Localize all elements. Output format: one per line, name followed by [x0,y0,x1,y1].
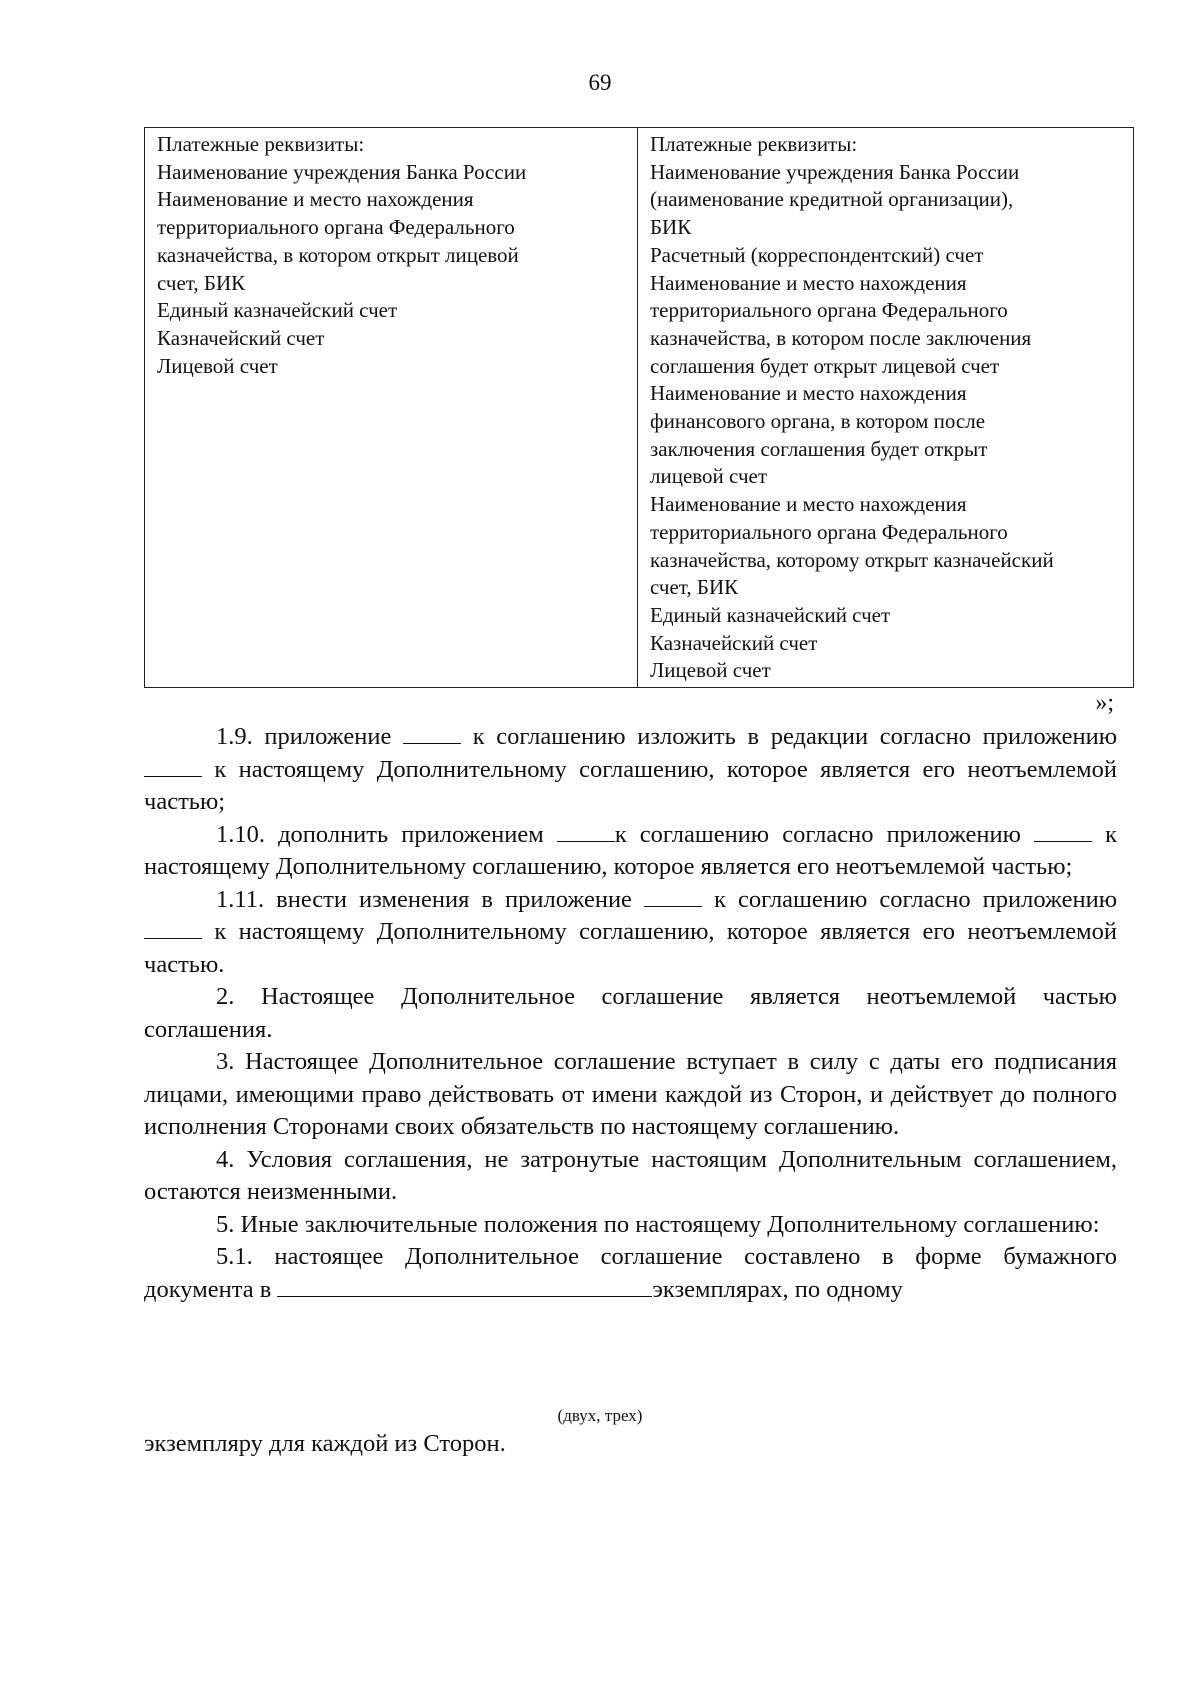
requisite-line: Наименование учреждения Банка России [157,159,527,184]
paragraph-3: 3. Настоящее Дополнительное соглашение вступает в силу с даты его подписания лицами, имеющими право действовать от имени каждой из Сторон, и действует до полного исполнения Сторонами своих обязательств по настоящему соглашению. [144,1048,1117,1140]
fill-in-blank[interactable] [144,918,202,939]
requisite-line: казначейства, в котором после заключения [650,325,1032,350]
copies-count-hint: (двух, трех) [557,1406,643,1425]
fill-in-blank[interactable] [557,821,615,842]
requisite-line: Расчетный (корреспондентский) счет [650,242,984,267]
requisite-line: Наименование и место нахождения [650,381,967,406]
paragraph-text: 5.1. настоящее Дополнительное соглашение составлено в форме бумажного документа в [144,1243,1117,1303]
requisite-line: Наименование учреждения Банка России [650,159,1020,184]
paragraph-1-9 [144,721,1117,819]
table-closing-quote: »; [1095,690,1114,716]
paragraph-1-10 [144,819,1117,884]
paragraph-text: к настоящему Дополнительному соглашению, которое является его неотъемлемой частью; [144,820,1118,880]
requisite-line: БИК [650,215,692,240]
requisite-line: территориального органа Федерального [157,215,515,240]
requisite-line: Казначейский счет [650,630,818,655]
paragraph-5: 5. Иные заключительные положения по настоящему Дополнительному соглашению: [216,1210,1100,1238]
requisite-line: Единый казначейский счет [157,298,398,323]
requisite-line: счет, БИК [650,575,739,600]
fill-in-blank[interactable] [644,886,702,907]
left-requisites-cell [145,128,638,688]
paragraph-text: 1.10. дополнить приложением [216,820,544,848]
requisite-line: казначейства, в котором открыт лицевой [157,242,519,267]
requisite-line: (наименование кредитной организации), [650,187,1014,212]
fill-in-blank[interactable] [1034,821,1092,842]
requisite-line: Платежные реквизиты: [157,132,365,156]
requisite-line: финансового органа, в котором после [650,409,986,434]
payment-requisites-table [144,127,1134,688]
paragraph-1-11 [144,884,1117,982]
paragraph-text: экземплярах, по одному [652,1275,903,1303]
fill-in-blank[interactable] [403,723,461,744]
requisite-line: территориального органа Федерального [650,298,1008,323]
paragraph-5-1 [144,1241,1117,1306]
requisite-line: счет, БИК [157,270,246,295]
requisite-line: соглашения будет открыт лицевой счет [650,353,1000,378]
requisite-line: Наименование и место нахождения [650,270,967,295]
paragraph-4: 4. Условия соглашения, не затронутые настоящим Дополнительным соглашением, остаются неизменными. [144,1145,1117,1205]
requisite-line: казначейства, которому открыт казначейский [650,547,1054,572]
copies-count-blank[interactable] [277,1276,652,1297]
paragraph-text: 1.11. внести изменения в приложение [216,885,632,913]
paragraph-text: к соглашению согласно приложению [614,820,1021,848]
requisite-line: Лицевой счет [157,353,278,378]
requisite-line: Наименование и место нахождения [650,492,967,517]
requisite-line: заключения соглашения будет открыт [650,436,988,461]
requisite-line: Лицевой счет [650,658,771,683]
paragraph-text: к соглашению согласно приложению [714,885,1118,913]
paragraph-5-1-ending: экземпляру для каждой из Сторон. [144,1430,506,1457]
paragraph-text: к настоящему Дополнительному соглашению, которое является его неотъемлемой частью; [144,755,1118,815]
paragraph-text: 1.9. приложение [216,723,392,750]
requisite-line: Наименование и место нахождения [157,187,474,212]
document-body [144,721,1117,1306]
paragraph-text: к настоящему Дополнительному соглашению, которое является его неотъемлемой частью. [144,918,1118,978]
requisite-line: Казначейский счет [157,325,325,350]
requisite-line: территориального органа Федерального [650,519,1008,544]
paragraph-2: 2. Настоящее Дополнительное соглашение является неотъемлемой частью соглашения. [144,983,1117,1043]
requisite-line: Платежные реквизиты: [650,132,858,156]
table-row [145,128,1134,688]
requisite-line: лицевой счет [650,464,767,489]
requisite-line: Единый казначейский счет [650,602,891,627]
page-number: 69 [588,70,612,95]
paragraph-text: к соглашению изложить в редакции согласно приложению [472,723,1118,750]
right-requisites-cell [638,128,1134,688]
fill-in-blank[interactable] [144,756,202,777]
